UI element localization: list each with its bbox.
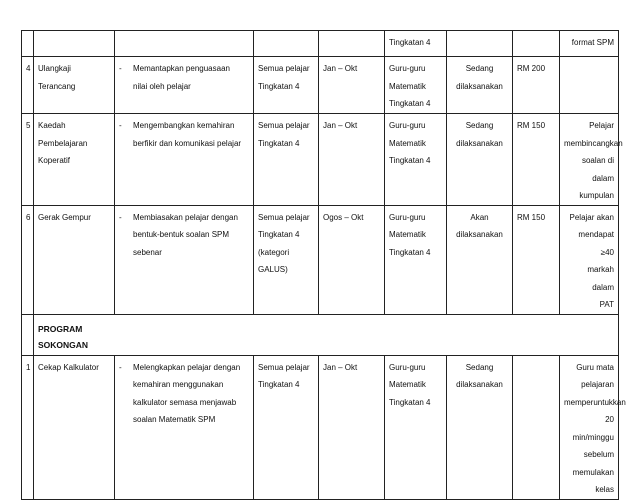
program-line: Ulangkaji bbox=[38, 64, 71, 73]
status-line: Sedang bbox=[465, 121, 494, 130]
notes-line: format SPM bbox=[571, 38, 614, 47]
cell-executor bbox=[385, 31, 447, 57]
executor-line: Guru-guru bbox=[389, 121, 426, 130]
notes-line: membincangkan bbox=[564, 138, 623, 148]
table-row bbox=[22, 57, 619, 114]
section-heading-line: PROGRAM bbox=[38, 323, 83, 334]
objective-line: kemahiran menggunakan bbox=[133, 380, 224, 389]
cell-status bbox=[447, 57, 513, 114]
cell-no: 6 bbox=[22, 205, 34, 314]
cell-cost: RM 200 bbox=[513, 57, 560, 114]
executor-line: Tingkatan 4 bbox=[389, 156, 431, 165]
objective-line: sebenar bbox=[133, 247, 162, 257]
cell-date: Jan – Okt bbox=[319, 355, 385, 499]
cell-executor bbox=[385, 355, 447, 499]
target-line: Tingkatan 4 bbox=[258, 138, 300, 148]
cell-no: 1 bbox=[22, 355, 34, 499]
table-row bbox=[22, 31, 619, 57]
target-line: Semua pelajar bbox=[258, 64, 310, 73]
cell-program bbox=[34, 57, 115, 114]
notes-line: memperuntukkan bbox=[564, 397, 626, 407]
program-line: Pembelajaran bbox=[38, 138, 88, 148]
objective-line: Memantapkan penguasaan bbox=[133, 64, 230, 73]
notes-line: soalan di dalam bbox=[581, 156, 614, 183]
program-line: Kaedah bbox=[38, 121, 66, 130]
objective-line: soalan Matematik SPM bbox=[133, 415, 216, 424]
cell-cost bbox=[513, 355, 560, 499]
cell-program bbox=[34, 355, 115, 499]
objective-line: Membiasakan pelajar dengan bbox=[133, 212, 238, 222]
cell-date: Jan – Okt bbox=[319, 57, 385, 114]
section-row bbox=[22, 314, 619, 355]
target-line: Tingkatan 4 bbox=[258, 81, 300, 91]
target-line: Tingkatan 4 bbox=[258, 230, 300, 239]
target-line: Semua pelajar bbox=[258, 362, 310, 372]
cell-no: 4 bbox=[22, 57, 34, 114]
executor-line: Guru-guru bbox=[389, 64, 426, 73]
executor-line: Tingkatan 4 bbox=[389, 38, 431, 47]
cell-notes bbox=[560, 114, 623, 206]
executor-line: Tingkatan 4 bbox=[389, 247, 431, 257]
objective-line: nilai oleh pelajar bbox=[133, 81, 191, 91]
bullet-dash: - bbox=[119, 362, 122, 372]
cell-date: Ogos – Okt bbox=[319, 205, 385, 314]
status-line: Sedang bbox=[465, 362, 494, 372]
cell-objective bbox=[115, 355, 254, 499]
section-heading bbox=[34, 314, 619, 355]
notes-line: memulakan bbox=[572, 467, 614, 477]
cell-notes bbox=[560, 57, 619, 114]
table-row bbox=[22, 114, 619, 206]
bullet-dash: - bbox=[119, 64, 122, 73]
executor-line: Matematik bbox=[389, 81, 426, 91]
target-line: Semua pelajar bbox=[258, 121, 310, 130]
cell-status bbox=[447, 31, 513, 57]
cell-objective bbox=[115, 114, 254, 206]
executor-line: Matematik bbox=[389, 138, 426, 148]
notes-line: kumpulan bbox=[579, 191, 614, 200]
cell-no: 5 bbox=[22, 114, 34, 206]
executor-line: Tingkatan 4 bbox=[389, 397, 431, 407]
cell-cost bbox=[513, 31, 560, 57]
cell-objective bbox=[115, 31, 254, 57]
cell-target bbox=[254, 31, 319, 57]
objective-line: Mengembangkan kemahiran bbox=[133, 121, 235, 130]
status-line: Sedang bbox=[465, 64, 494, 73]
status-line: dilaksanakan bbox=[456, 138, 503, 148]
bullet-dash: - bbox=[119, 121, 122, 130]
cell-target bbox=[254, 205, 319, 314]
cell-executor bbox=[385, 114, 447, 206]
objective-line: Melengkapkan pelajar dengan bbox=[133, 362, 241, 372]
program-line: Cekap Kalkulator bbox=[38, 362, 99, 372]
program-line: Gerak Gempur bbox=[38, 212, 91, 222]
cell-status bbox=[447, 114, 513, 206]
notes-line: Pelajar bbox=[589, 121, 614, 130]
cell-no bbox=[22, 31, 34, 57]
objective-line: bentuk-bentuk soalan SPM bbox=[133, 230, 230, 239]
notes-line: markah dalam bbox=[587, 265, 614, 292]
notes-line: kelas bbox=[595, 485, 614, 494]
cell-objective bbox=[115, 205, 254, 314]
program-table bbox=[21, 30, 626, 500]
target-line: GALUS) bbox=[258, 265, 288, 274]
cell-notes bbox=[560, 355, 626, 499]
objective-line: berfikir dan komunikasi pelajar bbox=[133, 138, 242, 148]
executor-line: Guru-guru bbox=[389, 362, 426, 372]
target-line: Tingkatan 4 bbox=[258, 380, 300, 389]
cell-executor bbox=[385, 205, 447, 314]
cell-status bbox=[447, 205, 513, 314]
cell-target bbox=[254, 114, 319, 206]
cell-objective bbox=[115, 57, 254, 114]
executor-line: Tingkatan 4 bbox=[389, 99, 431, 108]
cell-program bbox=[34, 114, 115, 206]
executor-line: Matematik bbox=[389, 230, 426, 239]
executor-line: Guru-guru bbox=[389, 212, 426, 222]
status-line: Akan bbox=[470, 212, 489, 222]
cell-notes bbox=[560, 205, 619, 314]
cell-date: Jan – Okt bbox=[319, 114, 385, 206]
cell-target bbox=[254, 57, 319, 114]
cell-executor bbox=[385, 57, 447, 114]
cell-program bbox=[34, 205, 115, 314]
status-line: dilaksanakan bbox=[456, 81, 503, 91]
status-line: dilaksanakan bbox=[456, 380, 503, 389]
notes-line: sebelum bbox=[583, 450, 614, 459]
notes-line: Guru mata bbox=[576, 362, 614, 372]
cell-cost: RM 150 bbox=[513, 114, 560, 206]
bullet-dash: - bbox=[119, 212, 122, 222]
status-line: dilaksanakan bbox=[456, 230, 503, 239]
cell-notes bbox=[560, 31, 619, 57]
program-line: Terancang bbox=[38, 81, 76, 91]
section-heading-line: SOKONGAN bbox=[38, 339, 89, 350]
cell-status bbox=[447, 355, 513, 499]
cell-date bbox=[319, 31, 385, 57]
table-row bbox=[22, 205, 619, 314]
table-row bbox=[22, 355, 619, 499]
cell-target bbox=[254, 355, 319, 499]
cell-cost: RM 150 bbox=[513, 205, 560, 314]
target-line: (kategori bbox=[258, 247, 290, 257]
notes-line: pelajaran bbox=[581, 380, 614, 389]
cell-program bbox=[34, 31, 115, 57]
program-line: Koperatif bbox=[38, 156, 71, 165]
notes-line: 20 min/minggu bbox=[572, 415, 614, 442]
notes-line: PAT bbox=[599, 300, 614, 309]
target-line: Semua pelajar bbox=[258, 212, 310, 222]
notes-line: mendapat ≥40 bbox=[578, 230, 614, 257]
cell-no bbox=[22, 314, 34, 355]
executor-line: Matematik bbox=[389, 380, 426, 389]
objective-line: kalkulator semasa menjawab bbox=[133, 397, 237, 407]
notes-line: Pelajar akan bbox=[569, 212, 614, 222]
